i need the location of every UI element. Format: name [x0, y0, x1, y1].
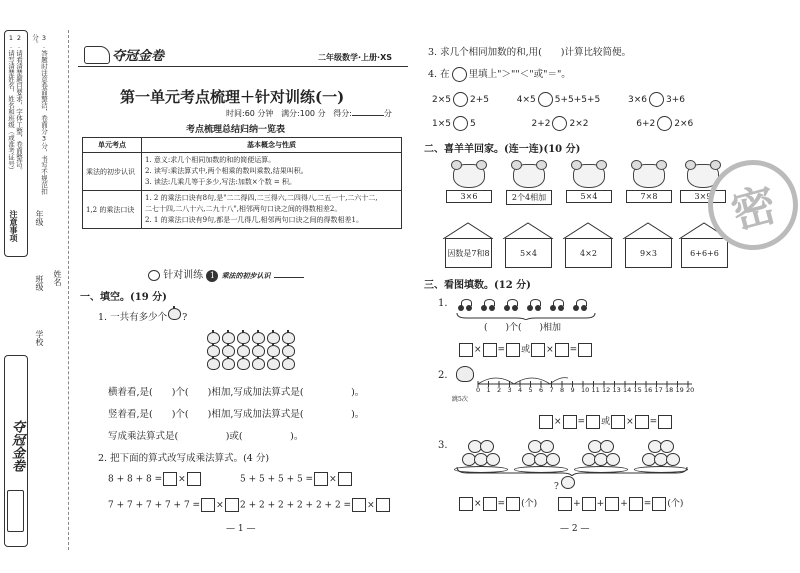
answer-box[interactable]: [555, 343, 569, 357]
sidebar-note-2: 2.请看清楚题目要求，字体工整，卷面整洁。: [15, 34, 23, 174]
ruler-label: 10: [581, 386, 590, 394]
table-topic: 乘法的初步认识: [83, 153, 142, 191]
ruler-label: 12: [602, 386, 611, 394]
apple-icon: [267, 358, 280, 370]
apple-icon: [222, 358, 235, 370]
table-header: 基本概念与性质: [142, 138, 402, 153]
question-1: 1. 一共有多少个 ?: [98, 308, 187, 323]
picture-3-answer: × = (个) + + + = (个): [458, 496, 683, 511]
picture-2-answer: × = 或 × =: [538, 414, 673, 429]
sidebar-class-field[interactable]: 班级: [35, 275, 44, 291]
compare-circle[interactable]: [453, 116, 468, 131]
ruler-label: 19: [675, 386, 684, 394]
picture-1-caption[interactable]: ( )个( )相加: [484, 323, 562, 333]
answer-box[interactable]: [187, 472, 201, 486]
question-mark: ?: [554, 476, 574, 492]
table-item: 二七十四,二八十六,二九十八",相邻两句口诀之间的得数相差2。: [145, 205, 342, 213]
ruler-label: 20: [686, 386, 695, 394]
compare-circle[interactable]: [552, 116, 567, 131]
ruler-label: 6: [539, 386, 544, 394]
answer-box[interactable]: [586, 415, 600, 429]
ruler-label: 9: [570, 386, 575, 394]
answer-box[interactable]: [225, 498, 239, 512]
ruler-label: 11: [591, 386, 600, 394]
logo-icon: [7, 490, 24, 532]
peach-icon: [546, 453, 560, 466]
secret-stamp: 密: [698, 150, 800, 260]
page-2: [318, 0, 795, 573]
house-card[interactable]: 5×4: [502, 222, 554, 268]
table-header: 单元考点: [83, 138, 142, 153]
answer-box[interactable]: [652, 497, 666, 511]
ruler-label: 4: [518, 386, 523, 394]
apple-icon: [282, 358, 295, 370]
sheep-card[interactable]: 5×4: [566, 164, 612, 203]
sheep-icon: [513, 164, 545, 188]
brace-1: [456, 312, 596, 320]
answer-box[interactable]: [459, 343, 473, 357]
header-brand: 夺冠金卷: [112, 49, 165, 64]
compare-circle[interactable]: [657, 116, 672, 131]
q2-item-1: 8 + 8 + 8 = ×: [108, 472, 202, 486]
ruler-label: 15: [633, 386, 642, 394]
circle-icon: [452, 67, 467, 82]
peach-icon: [600, 440, 614, 453]
house-card[interactable]: 4×2: [562, 222, 614, 268]
table-topic: 1,2 的乘法口诀: [83, 191, 142, 229]
sidebar-note-3: 3.答题时注意卷面整洁，卷面分3分，书写不规范扣分。: [31, 34, 48, 195]
jump-label: 跳5次: [452, 396, 468, 403]
ruler-label: 17: [654, 386, 663, 394]
compare-circle[interactable]: [538, 92, 553, 107]
compare-row-1: 2×5 2+5 4×5 5+5+5+5 3×6 3+6: [432, 92, 685, 107]
roof-icon: [562, 222, 614, 239]
ruler-label: 16: [644, 386, 653, 394]
drill-banner: 针对训练 1 乘法的初步认识: [148, 266, 338, 282]
roof-icon: [442, 222, 494, 239]
apple-icon: [237, 358, 250, 370]
answer-box[interactable]: [483, 343, 497, 357]
sidebar-brand: 夺冠金卷: [9, 420, 24, 472]
sheep-icon: [633, 164, 665, 188]
answer-box[interactable]: [605, 497, 619, 511]
cherry-icon: [458, 299, 473, 311]
answer-box[interactable]: [635, 415, 649, 429]
answer-box[interactable]: [563, 415, 577, 429]
picture-1-answer: × = 或 × =: [458, 342, 593, 357]
table-item: 1. 意义:求几个相同加数的和的简便运算。: [145, 156, 276, 164]
answer-box[interactable]: [531, 343, 545, 357]
header-grade-book: 二年级数学·上册·XS: [318, 53, 393, 62]
compare-circle[interactable]: [649, 92, 664, 107]
table-item: 2. 1 的乘法口诀有9句,都是一几得几,相邻两句口诀之间的得数相差1。: [145, 216, 363, 224]
ruler-labels: [472, 386, 695, 396]
answer-box[interactable]: [629, 497, 643, 511]
question-3[interactable]: 3. 求几个相同加数的和,用( )计算比较简便。: [428, 47, 632, 58]
table-item: 2. 读写:乘法算式中,两个相乘的数叫乘数,结果叫积。: [145, 167, 308, 175]
sheep-card[interactable]: 3×9: [680, 164, 726, 203]
sidebar-school-field[interactable]: 学校: [35, 330, 44, 346]
peach-icon: [486, 453, 500, 466]
peach-icon: [540, 440, 554, 453]
answer-box[interactable]: [539, 415, 553, 429]
answer-box[interactable]: [314, 472, 328, 486]
q2-item-4: 2 + 2 + 2 + 2 + 2 + 2 = ×: [240, 498, 391, 512]
page-number: — 1 —: [226, 524, 256, 534]
ruler-label: 8: [560, 386, 565, 394]
brace-3: [456, 466, 688, 476]
sheep-card[interactable]: 2个4相加: [506, 164, 552, 205]
answer-box[interactable]: [483, 497, 497, 511]
ruler-label: 2: [497, 386, 502, 394]
q2-item-3: 7 + 7 + 7 + 7 + 7 = ×: [108, 498, 240, 512]
answer-box[interactable]: [558, 497, 572, 511]
plate-row: [454, 440, 684, 466]
apple-grid: [206, 332, 296, 371]
answer-box[interactable]: [611, 415, 625, 429]
sheep-icon: [453, 164, 485, 188]
peach-icon: [561, 476, 575, 489]
table-item: 1. 2 的乘法口诀有8句,是"二二得四,二三得六,二四得八,二五一十,二六十二,: [145, 194, 378, 202]
answer-box[interactable]: [459, 497, 473, 511]
house-card[interactable]: 6+6+6: [678, 222, 730, 268]
summary-title: 考点梳理总结归纳一览表: [186, 125, 286, 135]
sheep-card[interactable]: 7×8: [626, 164, 672, 203]
q1-line-1[interactable]: 横着看,是( )个( )相加,写成加法算式是( )。: [108, 387, 365, 398]
header-logo-icon: [84, 46, 110, 64]
ruler-label: 5: [528, 386, 533, 394]
roof-icon: [622, 222, 674, 239]
answer-box[interactable]: [201, 498, 215, 512]
question-2: 2. 把下面的算式改写成乘法算式。(4 分): [98, 453, 270, 464]
table-row: [83, 153, 402, 191]
cherry-icon: [550, 299, 565, 311]
picture-1-label: 1.: [438, 298, 448, 309]
picture-3-label: 3.: [438, 440, 448, 451]
apple-icon: [207, 358, 220, 370]
ruler-label: 7: [549, 386, 554, 394]
sidebar-name-field[interactable]: 姓名: [53, 270, 62, 286]
apple-icon: [168, 308, 181, 320]
header-rule: [78, 66, 408, 67]
question-4: 4. 在 里填上"＞""＜"或"＝"。: [428, 69, 571, 80]
apple-icon: [252, 358, 265, 370]
peach-icon: [660, 440, 674, 453]
sheep-icon: [573, 164, 605, 188]
cherry-icon: [504, 299, 519, 311]
answer-box[interactable]: [506, 497, 520, 511]
answer-box[interactable]: [658, 415, 672, 429]
answer-box[interactable]: [352, 498, 366, 512]
peach-icon: [480, 440, 494, 453]
answer-box[interactable]: [376, 498, 390, 512]
binding-strip: [4, 30, 72, 550]
ruler-label: 0: [476, 386, 481, 394]
sheep-card[interactable]: 3×6: [446, 164, 492, 203]
table-row: [83, 191, 402, 229]
answer-box[interactable]: [338, 472, 352, 486]
compare-row-2: 1×5 5 2+2 2×2 6+2 2×6: [432, 116, 693, 131]
frog-icon: [456, 366, 474, 382]
page-number: — 2 —: [560, 524, 590, 534]
q1-line-3[interactable]: 写成乘法算式是( )或( )。: [108, 431, 304, 442]
answer-box[interactable]: [506, 343, 520, 357]
ruler-label: 3: [507, 386, 512, 394]
sidebar-note-title: 注意事项: [9, 210, 18, 242]
answer-box[interactable]: [578, 343, 592, 357]
cherry-icon: [481, 299, 496, 311]
cherry-icon: [573, 299, 588, 311]
sheep-icon: [148, 270, 160, 281]
section-2-heading: 二、喜羊羊回家。(连一连)(10 分): [424, 144, 581, 155]
answer-box[interactable]: [582, 497, 596, 511]
roof-icon: [502, 222, 554, 239]
q2-item-2: 5 + 5 + 5 + 5 = ×: [240, 472, 353, 486]
exam-info: 时间:60 分钟 满分:100 分 得分: 分: [226, 109, 392, 118]
ruler-label: 13: [612, 386, 621, 394]
picture-2-label: 2.: [438, 370, 448, 381]
ruler-label: 1: [486, 386, 491, 394]
sidebar-note-1: 1.请写清楚姓名，姓名和班级（或准考证号）: [7, 34, 15, 174]
summary-table: [82, 137, 402, 229]
sidebar-grade-field[interactable]: 年级: [35, 210, 44, 226]
cut-line: [68, 30, 69, 550]
ruler-label: 18: [665, 386, 674, 394]
section-1-heading: 一、填空。(19 分): [80, 292, 167, 303]
page-1: [78, 0, 408, 573]
house-card[interactable]: 因数是7和8: [442, 222, 494, 268]
peach-icon: [666, 453, 680, 466]
cherry-icon: [527, 299, 542, 311]
compare-circle[interactable]: [453, 92, 468, 107]
ruler-label: 14: [623, 386, 632, 394]
table-item: 3. 读法:几乘几等于多少,写法:加数×个数 = 积。: [145, 178, 297, 186]
q1-line-2[interactable]: 竖着看,是( )个( )相加,写成加法算式是( )。: [108, 409, 365, 420]
house-card[interactable]: 9×3: [622, 222, 674, 268]
page-title: 第一单元考点梳理＋针对训练(一): [120, 88, 345, 106]
answer-box[interactable]: [163, 472, 177, 486]
section-3-heading: 三、看图填数。(12 分): [424, 280, 531, 291]
peach-icon: [606, 453, 620, 466]
